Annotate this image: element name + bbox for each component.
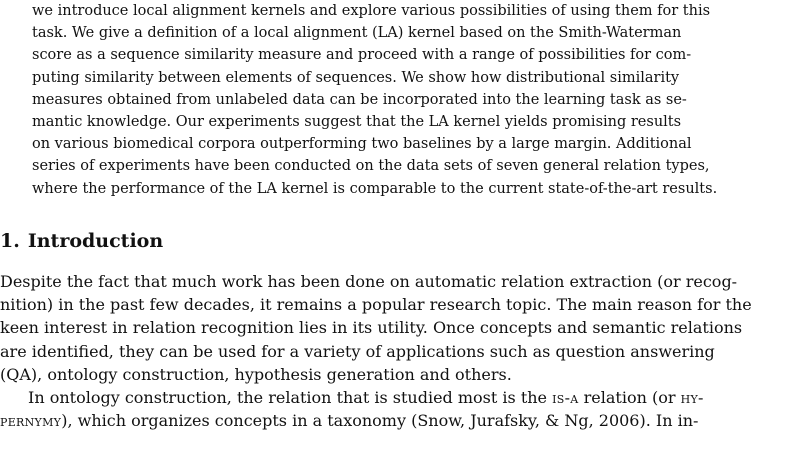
isa-term: is-a (552, 388, 579, 408)
abstract-line: series of experiments have been conducted on the data sets of seven general relation types, (32, 158, 710, 175)
hypernymy-term-part2: pernymy (0, 411, 62, 431)
paragraph-line: keen interest in relation recognition lies in its utility. Once concepts and semantic relations (0, 318, 743, 338)
section-title: Introduction (27, 230, 164, 252)
abstract-line: mantic knowledge. Our experiments suggest that the LA kernel yields promising results (32, 114, 682, 131)
paragraph-line: Despite the fact that much work has been done on automatic relation extraction (or recog- (0, 272, 738, 291)
paragraph-line: are identified, they can be used for a variety of applications such as question answering (0, 341, 715, 361)
abstract-line: task. We give a definition of a local alignment (LA) kernel based on the Smith-Waterman (32, 25, 682, 42)
abstract-line: score as a sequence similarity measure and proceed with a range of possibilities for com- (32, 47, 692, 64)
hypernymy-term-part1: hy- (680, 388, 704, 408)
text-run: ), which organizes concepts in a taxonomy (Snow, Jurafsky, & Ng, 2006). In in- (61, 411, 699, 431)
introduction-body (0, 270, 800, 432)
text-run: relation (or (578, 388, 681, 408)
paragraph-line (0, 409, 800, 432)
abstract-text (32, 0, 767, 200)
paragraph-line (0, 386, 800, 409)
abstract-line: where the performance of the LA kernel is comparable to the current state-of-the-art results. (32, 180, 718, 197)
abstract-line: we introduce local alignment kernels and explore various possibilities of using them for this (32, 3, 711, 19)
paragraph-line: (QA), ontology construction, hypothesis generation and others. (0, 364, 512, 384)
abstract-line: on various biomedical corpora outperforming two baselines by a large margin. Additional (32, 136, 692, 153)
section-number: 1. (0, 230, 20, 252)
abstract-line: measures obtained from unlabeled data can be incorporated into the learning task as se- (32, 91, 687, 108)
section-heading (0, 230, 163, 252)
paragraph-line: nition) in the past few decades, it remains a popular research topic. The main reason for the (0, 295, 752, 315)
abstract-line: puting similarity between elements of sequences. We show how distributional similarity (32, 69, 680, 86)
text-run: In ontology construction, the relation that is studied most is the (28, 388, 553, 408)
